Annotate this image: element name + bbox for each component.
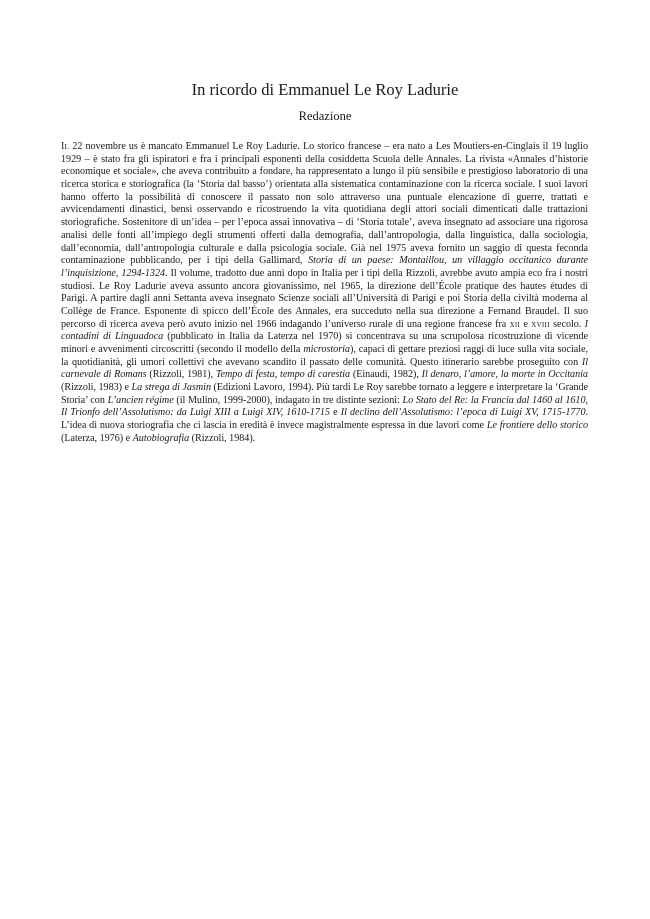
- italic-run: Le frontiere dello storico: [486, 420, 588, 432]
- text-run: ), capaci di gettare preziosi raggi di luce sulla vita sociale, la quotidianità, gli umori collettivi che avevano scandito il passato delle comunità. Questo itinerario sarebbe proseguito con: [61, 344, 588, 368]
- text-run: 22 novembre us è mancato Emmanuel Le Roy Ladurie. Lo storico francese – era nato a Les Moutiers-en-Cinglais il 19 luglio 1929 – è stato fra gli ispiratori e fra i principali esponenti della cosiddetta Scuola delle Annales. La rivista «Annales d’historie economique et sociale», che aveva contribuito a fondare, ha rappresentato a lungo il più sensibile e prestigioso laboratorio di una ricerca storica e storiografica (la ‘Storia dal basso’) orientata alla sistematica contaminazione con la ricerca sociale. I suoi lavori hanno offerto la possibilità di conoscere il passato non solo attraverso una puntuale elencazione di guerre, trattati e avvicendamenti dinastici, bensì osservando e ricostruendo la vita quotidiana degli attori sociali dimenticati dalle trattazioni storiografiche. Sostenitore di un’idea – per l’epoca assai innovativa – di ‘Storia totale’, aveva insegnato ad associare una rigorosa analisi delle fonti all’impiego degli strumenti offerti dalla demografia, dall’antropologia, dalla linguistica, dalla sociologia, dall’economia, dall’antropologia culturale e dalla psicologia sociale. Già nel 1975 aveva fornito un saggio di questa feconda contaminazione pubblicando, per i tipi della Gallimard,: [61, 141, 588, 267]
- italic-run: Tempo di festa, tempo di carestia: [215, 369, 351, 381]
- text-run: (pubblicato in Italia da Laterza nel 1970) si concentrava su una scrupolosa ricostruzione di vicende minori e avvenimenti circoscritti (secondo il modello della: [61, 331, 588, 355]
- text-run: (Rizzoli, 1983) e: [61, 382, 132, 394]
- text-run: . Il volume, tradotto due anni dopo in Italia per i tipi della Rizzoli, avrebbe avuto ampia eco fra i nostri studiosi. Le Roy Ladurie aveva assunto ancora giovanissimo, nel 1965, la direzione dell’École pratique des hautes études di Parigi. A partire dagli anni Settanta aveva insegnato Scienze sociali all’Università di Parigi e poi Storia della civiltà moderna al Collège de France. Esponente di spicco dell’École des Annales, era succeduto nella sua direzione a Fernand Braudel. Il suo percorso di ricerca aveva però avuto inizio nel 1966 indagando l’universo rurale di una regione francese fra: [61, 267, 588, 330]
- text-run: ,: [585, 394, 589, 406]
- small-caps-run: xii: [509, 318, 521, 330]
- italic-run: Il Trionfo dell’Assolutismo: da Luigi XIII a Luigi XIV, 1610-1715: [61, 407, 330, 419]
- text-run: secolo.: [549, 318, 585, 330]
- text-run: (Laterza, 1976) e: [61, 432, 133, 444]
- italic-run: Il carnevale di Romans: [61, 356, 588, 381]
- text-run: e: [329, 407, 341, 419]
- text-run: (il Mulino, 1999-2000), indagato in tre distinte sezioni:: [173, 394, 403, 406]
- text-run: . L’idea di nuova storiografia che ci lascia in eredità è invece magistralmente espressa in due lavori come: [61, 407, 589, 432]
- article-body-runs: [61, 141, 588, 444]
- small-caps-run: xviii: [531, 318, 550, 330]
- text-run: (Einaudi, 1982),: [350, 369, 422, 381]
- italic-run: La strega di Jasmin: [131, 382, 211, 394]
- article-byline: Redazione: [298, 109, 352, 123]
- italic-run: Il denaro, l’amore, la morte in Occitania: [421, 369, 588, 381]
- italic-run: Storia di un paese: Montaillou, un villaggio occitanico durante l’inquisizione, 1294-1324: [61, 255, 588, 279]
- text-run: (Rizzoli, 1984).: [189, 432, 256, 444]
- article-body: [61, 141, 588, 446]
- italic-run: I contadini di Linguadoca: [61, 318, 588, 343]
- italic-run: microstoria: [303, 344, 350, 355]
- text-run: e: [520, 318, 532, 330]
- article-title: In ricordo di Emmanuel Le Roy Ladurie: [191, 80, 459, 99]
- italic-run: L’ancien régime: [107, 394, 174, 406]
- italic-run: Il declino dell’Assolutismo: l’epoca di Luigi XV, 1715-1770: [340, 407, 586, 419]
- italic-run: Autobiografia: [132, 432, 190, 444]
- italic-run: Lo Stato del Re: la Francia dal 1460 al 1610: [402, 394, 586, 406]
- text-run: (Edizioni Lavoro, 1994). Più tardi Le Roy sarebbe tornato a leggere e interpretare la ‘Grande Storia’ con: [61, 382, 589, 406]
- text-run: (Rizzoli, 1981),: [146, 369, 216, 381]
- lead-small-caps: Il: [61, 141, 70, 152]
